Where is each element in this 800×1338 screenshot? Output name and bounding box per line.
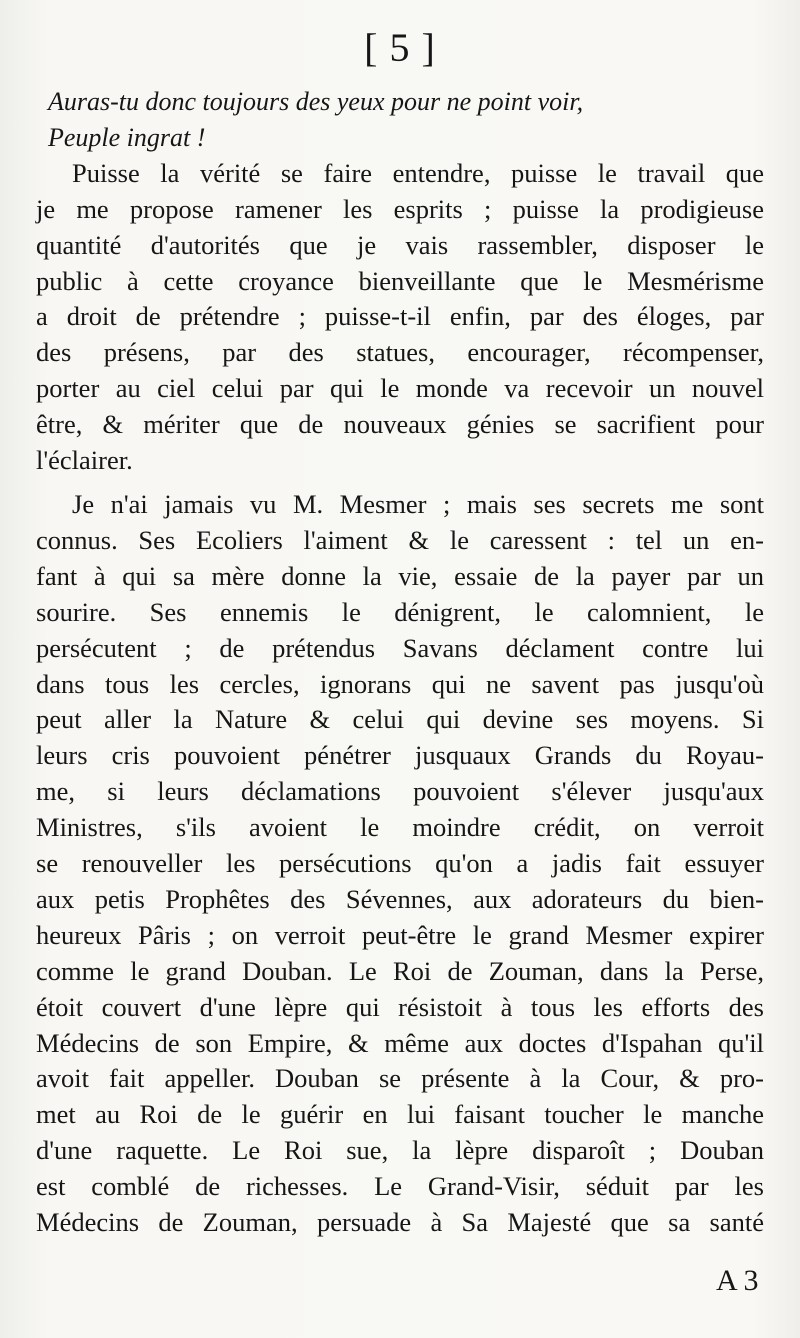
text-line: quantité d'autorités que je vais rassembler, disposer le xyxy=(36,229,764,260)
text-line: aux petis Prophêtes des Sévennes, aux adorateurs du bien- xyxy=(36,883,764,914)
verse-line: Peuple ingrat ! xyxy=(48,122,206,152)
text-line: dans tous les cercles, ignorans qui ne savent pas jusqu'où xyxy=(36,668,764,699)
text-line: l'éclairer. xyxy=(36,445,133,476)
text-line: porter au ciel celui par qui le monde va recevoir un nouvel xyxy=(36,373,764,404)
text-line: d'une raquette. Le Roi sue, la lèpre disparoît ; Douban xyxy=(36,1135,764,1166)
text-line: Ministres, s'ils avoient le moindre crédit, on verroit xyxy=(36,812,764,843)
text-line: comme le grand Douban. Le Roi de Zouman, dans la Perse, xyxy=(36,955,764,986)
text-line: connus. Ses Ecoliers l'aiment & le caressent : tel un en- xyxy=(36,524,764,555)
text-line: Médecins de Zouman, persuade à Sa Majesté que sa santé xyxy=(36,1207,764,1238)
text-line: se renouveller les persécutions qu'on a jadis fait essuyer xyxy=(36,848,764,879)
text-line: met au Roi de le guérir en lui faisant toucher le manche xyxy=(36,1099,764,1130)
text-line: persécutent ; de prétendus Savans déclament contre lui xyxy=(36,632,764,663)
text-line: fant à qui sa mère donne la vie, essaie de la payer par un xyxy=(36,560,764,591)
text-line: je me propose ramener les esprits ; puisse la prodigieuse xyxy=(36,193,764,224)
text-line: a droit de prétendre ; puisse-t-il enfin, par des éloges, par xyxy=(36,301,764,332)
page-number: [ 5 ] xyxy=(364,25,436,70)
text-line: est comblé de richesses. Le Grand-Visir, séduit par les xyxy=(36,1171,764,1202)
paragraph-1 xyxy=(36,156,764,479)
text-line: public à cette croyance bienveillante que le Mesmérisme xyxy=(36,265,764,296)
text-line: peut aller la Nature & celui qui devine ses moyens. Si xyxy=(36,704,764,735)
text-line: étoit couvert d'une lèpre qui résistoit à tous les efforts des xyxy=(36,991,764,1022)
text-line: leurs cris pouvoient pénétrer jusquaux Grands du Royau- xyxy=(36,740,764,771)
text-line: heureux Pâris ; on verroit peut-être le grand Mesmer expirer xyxy=(36,919,764,950)
text-line: Médecins de son Empire, & même aux doctes d'Ispahan qu'il xyxy=(36,1027,764,1058)
text-line: Puisse la vérité se faire entendre, puisse le travail que xyxy=(72,157,764,188)
text-line: être, & mériter que de nouveaux génies se sacrifient pour xyxy=(36,409,764,440)
signature-mark: A 3 xyxy=(716,1264,759,1297)
text-line: Je n'ai jamais vu M. Mesmer ; mais ses secrets me sont xyxy=(72,488,764,519)
text-line: sourire. Ses ennemis le dénigrent, le calomnient, le xyxy=(36,596,764,627)
text-line: des présens, par des statues, encourager, récompenser, xyxy=(36,337,764,368)
verse-line: Auras-tu donc toujours des yeux pour ne point voir, xyxy=(48,87,584,116)
paragraph-2 xyxy=(36,487,764,1241)
text-line: me, si leurs déclamations pouvoient s'élever jusqu'aux xyxy=(36,776,764,807)
page-body xyxy=(36,84,764,1241)
epigraph-verse xyxy=(36,84,764,156)
text-line: avoit fait appeller. Douban se présente à la Cour, & pro- xyxy=(36,1063,764,1094)
